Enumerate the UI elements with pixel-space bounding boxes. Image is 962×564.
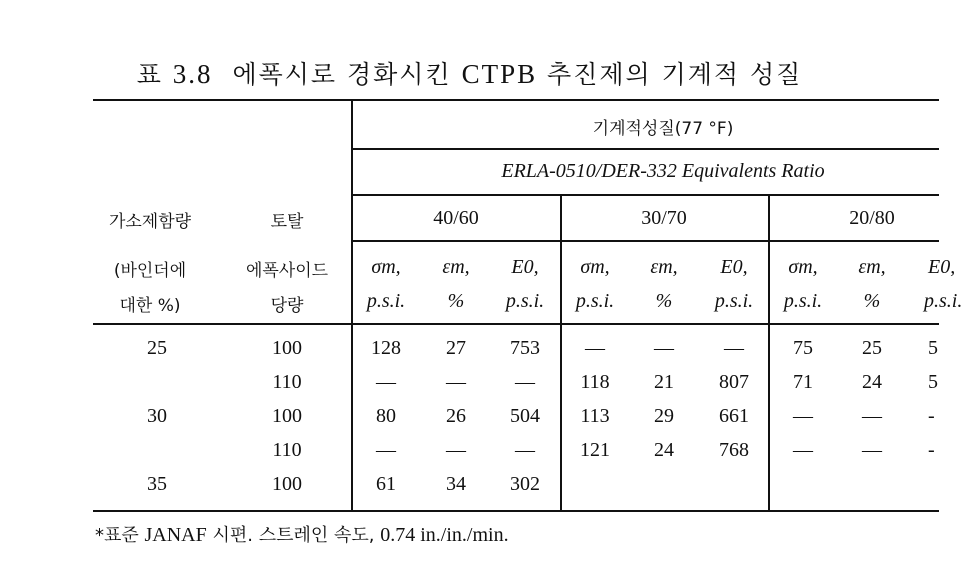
title-text-c: 추진제의 기계적 성질 <box>547 60 803 89</box>
footnote-rate: 0.74 in./in./min. <box>380 524 509 546</box>
cell-e0-20-80: - <box>928 439 935 461</box>
sym-e0-3: E0, <box>928 256 956 278</box>
cell-epsilon-40-60: — <box>446 439 466 461</box>
unit-psi-4: p.s.i. <box>714 290 754 312</box>
footnote-janaf: JANAF <box>144 524 207 546</box>
cell-e0-40-60: 504 <box>510 405 540 427</box>
cell-sigma-20-80: — <box>793 405 813 427</box>
sym-e0-2: E0, <box>720 256 748 278</box>
cell-sigma-20-80: 75 <box>793 337 813 359</box>
cell-sigma-20-80: 71 <box>793 371 813 393</box>
cell-plasticizer: 35 <box>147 473 167 495</box>
title-prefix: 표 <box>136 60 163 89</box>
divider-40-60 <box>560 195 562 511</box>
unit-psi-1: p.s.i. <box>366 290 406 312</box>
sym-sigma-2: σm, <box>580 256 610 278</box>
cell-e0-30-70: 807 <box>719 371 749 393</box>
cell-epsilon-40-60: 34 <box>446 473 466 495</box>
group-header-rule <box>352 148 939 150</box>
ratio-group-rule <box>352 240 939 242</box>
cell-epoxide-equivalent: 100 <box>272 405 302 427</box>
footnote-mid-text: 시편. 스트레인 속도, <box>212 525 375 546</box>
unit-pct-3: % <box>863 290 881 312</box>
footnote <box>95 521 509 547</box>
divider-left <box>351 100 353 511</box>
cell-e0-40-60: — <box>515 439 535 461</box>
ratio-group-30-70: 30/70 <box>641 207 687 229</box>
cell-epsilon-40-60: 26 <box>446 405 466 427</box>
cell-epsilon-20-80: — <box>862 405 882 427</box>
col2-header-line3: 당량 <box>270 296 304 316</box>
cell-epsilon-20-80: 25 <box>862 337 882 359</box>
cell-e0-30-70: — <box>724 337 744 359</box>
sym-epsilon-3: εm, <box>858 256 886 278</box>
cell-e0-40-60: 753 <box>510 337 540 359</box>
cell-e0-20-80: 5 <box>928 337 938 359</box>
cell-sigma-30-70: 113 <box>580 405 610 427</box>
cell-epsilon-20-80: 24 <box>862 371 882 393</box>
cell-epsilon-30-70: 29 <box>654 405 674 427</box>
cell-epsilon-40-60: 27 <box>446 337 466 359</box>
title-text-a: 에폭시로 경화시킨 <box>232 60 452 89</box>
cell-epsilon-30-70: 21 <box>654 371 674 393</box>
cell-plasticizer: 30 <box>147 405 167 427</box>
cell-epoxide-equivalent: 110 <box>272 371 302 393</box>
sym-epsilon-1: εm, <box>442 256 470 278</box>
cell-epoxide-equivalent: 100 <box>272 337 302 359</box>
cell-epoxide-equivalent: 100 <box>272 473 302 495</box>
cell-sigma-30-70: 118 <box>580 371 610 393</box>
unit-psi-2: p.s.i. <box>505 290 545 312</box>
col2-header-line2: 에폭사이드 <box>245 261 329 281</box>
header-bottom-rule <box>93 323 939 325</box>
unit-psi-5: p.s.i. <box>783 290 823 312</box>
ratio-group-40-60: 40/60 <box>433 207 479 229</box>
cell-e0-40-60: — <box>515 371 535 393</box>
col1-header-line1: 가소제함량 <box>108 212 192 232</box>
col1-header-line3: 대한 %) <box>119 296 181 316</box>
cell-e0-20-80: - <box>928 405 935 427</box>
cell-sigma-30-70: — <box>585 337 605 359</box>
cell-e0-30-70: 768 <box>719 439 749 461</box>
cell-epoxide-equivalent: 110 <box>272 439 302 461</box>
cell-e0-20-80: 5 <box>928 371 938 393</box>
col1-header-line2: (바인더에 <box>113 261 187 281</box>
unit-psi-3: p.s.i. <box>575 290 615 312</box>
cell-sigma-40-60: 61 <box>376 473 396 495</box>
title-text-b: CTPB <box>461 59 538 89</box>
cell-sigma-20-80: — <box>793 439 813 461</box>
table-top-rule <box>93 99 939 101</box>
unit-pct-2: % <box>655 290 673 312</box>
table-title <box>0 55 939 91</box>
ratio-group-20-80: 20/80 <box>849 207 895 229</box>
cell-sigma-40-60: — <box>376 371 396 393</box>
cell-sigma-30-70: 121 <box>580 439 610 461</box>
sym-epsilon-2: εm, <box>650 256 678 278</box>
divider-30-70 <box>768 195 770 511</box>
title-number: 3.8 <box>172 59 213 89</box>
cell-e0-40-60: 302 <box>510 473 540 495</box>
cell-sigma-40-60: — <box>376 439 396 461</box>
unit-pct-1: % <box>447 290 465 312</box>
cell-plasticizer: 25 <box>147 337 167 359</box>
cell-epsilon-40-60: — <box>446 371 466 393</box>
cell-sigma-40-60: 80 <box>376 405 396 427</box>
sym-sigma-3: σm, <box>788 256 818 278</box>
group-header: 기계적성질(77 °F) <box>592 119 734 139</box>
cell-epsilon-20-80: — <box>862 439 882 461</box>
ratio-header-rule <box>352 194 939 196</box>
col2-header-line1: 토탈 <box>270 212 304 232</box>
sym-sigma-1: σm, <box>371 256 401 278</box>
sym-e0-1: E0, <box>511 256 539 278</box>
unit-psi-6: p.s.i. <box>924 290 962 312</box>
cell-epsilon-30-70: 24 <box>654 439 674 461</box>
ratio-header: ERLA-0510/DER-332 Equivalents Ratio <box>501 160 825 182</box>
footnote-star-text: *표준 <box>95 525 139 546</box>
cell-sigma-40-60: 128 <box>371 337 401 359</box>
cell-e0-30-70: 661 <box>719 405 749 427</box>
table-bottom-rule <box>93 510 939 512</box>
cell-epsilon-30-70: — <box>654 337 674 359</box>
